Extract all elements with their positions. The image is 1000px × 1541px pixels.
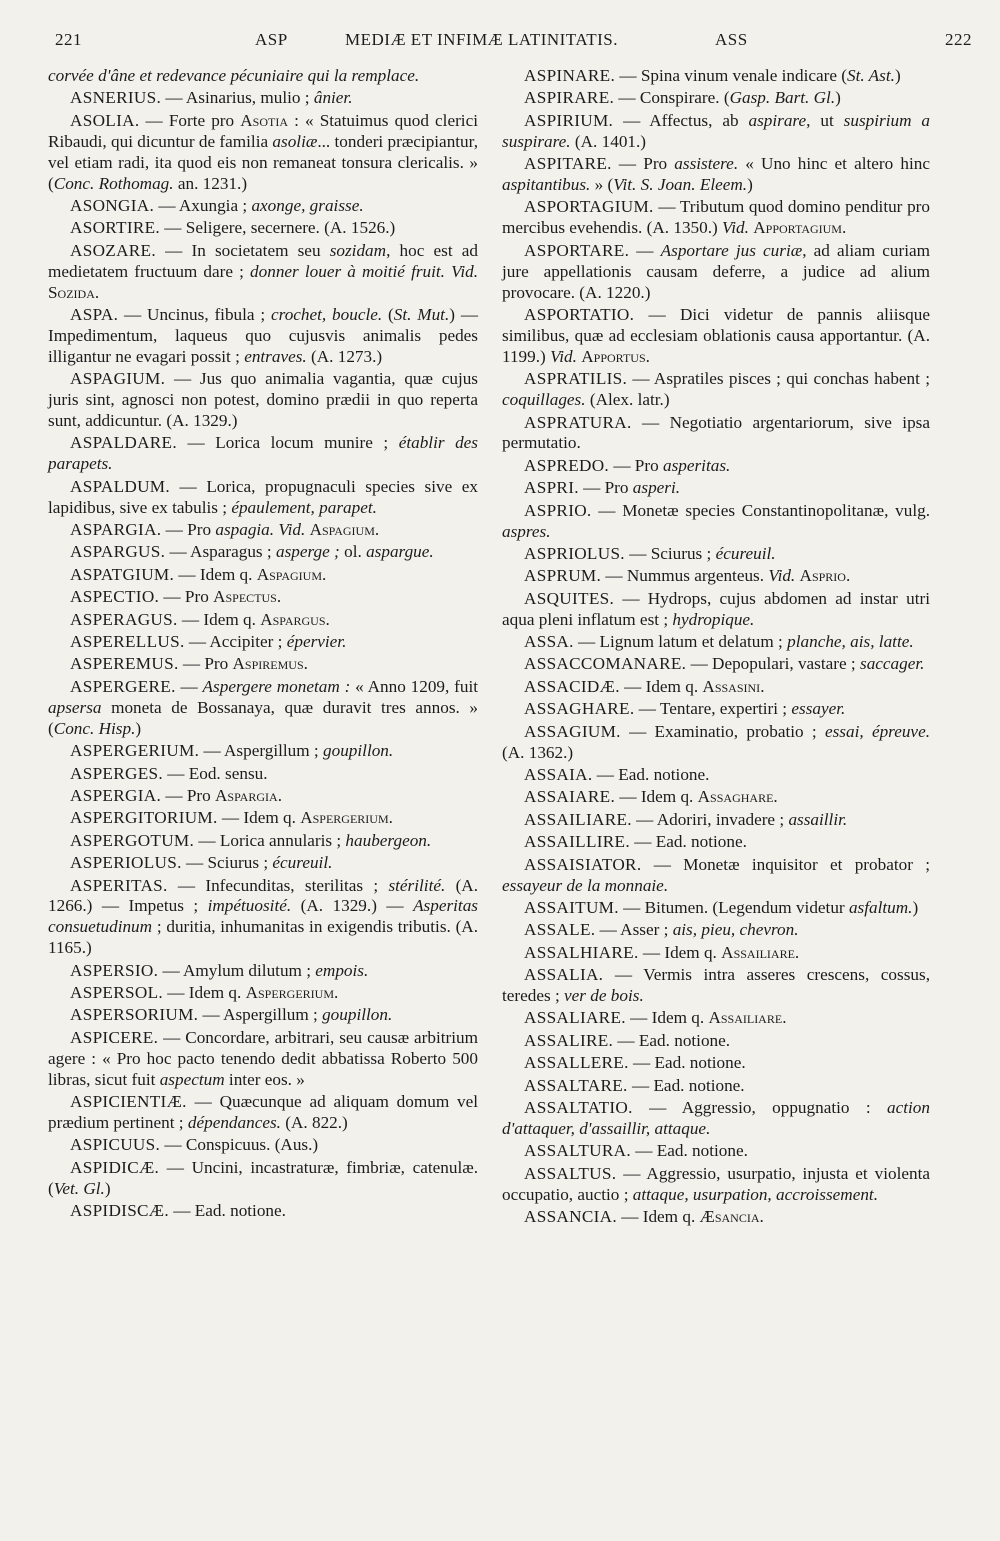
entry-definition: — Pro Aspectus. bbox=[159, 587, 282, 607]
dictionary-entry bbox=[48, 876, 478, 960]
entry-definition: — Accipiter ; épervier. bbox=[184, 632, 347, 652]
dictionary-entry bbox=[502, 1207, 930, 1228]
dictionary-entry bbox=[48, 983, 478, 1004]
entry-headword: ASPERGERE. bbox=[70, 676, 176, 696]
entry-headword: ASSAIARE. bbox=[524, 787, 616, 807]
dictionary-entry bbox=[502, 765, 930, 786]
entry-headword: ASSALIA. bbox=[524, 965, 604, 985]
entry-headword: ASPA. bbox=[70, 304, 119, 324]
entry-definition: — Tentare, expertiri ; essayer. bbox=[634, 699, 846, 719]
dictionary-entry bbox=[48, 305, 478, 368]
header-guide-word-left: ASP bbox=[255, 30, 288, 49]
entry-headword: ASPERELLUS. bbox=[70, 632, 185, 652]
entry-headword: ASONGIA. bbox=[70, 195, 155, 215]
dictionary-entry bbox=[48, 88, 478, 109]
dictionary-entry bbox=[48, 1028, 478, 1091]
dictionary-entry bbox=[502, 478, 930, 499]
entry-headword: ASPERAGUS. bbox=[70, 609, 178, 629]
entry-definition: — Adoriri, invadere ; assaillir. bbox=[631, 809, 848, 829]
entry-headword: ASPICERE. bbox=[70, 1027, 159, 1047]
entry-definition: — Uncini, incastraturæ, fimbriæ, catenulæ. (Vet. Gl.) bbox=[48, 1157, 478, 1198]
dictionary-entry bbox=[502, 566, 930, 587]
entry-headword: ASOZARE. bbox=[70, 240, 156, 260]
dictionary-entry bbox=[48, 764, 478, 785]
entry-definition: — Aggressio, oppugnatio : action d'attaquer, d'assaillir, attaque. bbox=[502, 1098, 930, 1138]
entry-headword: ASPALDARE. bbox=[70, 433, 177, 453]
dictionary-entry bbox=[48, 1092, 478, 1134]
entry-definition: — Pro assistere. « Uno hinc et altero hinc aspitantibus. » (Vit. S. Joan. Eleem.) bbox=[502, 154, 930, 195]
entry-headword: ASORTIRE. bbox=[70, 218, 160, 238]
dictionary-entry bbox=[502, 1053, 930, 1074]
entry-definition: — Asportare jus curiæ, ad aliam curiam jure appellationis causam deferre, a judice ad alium provocare. (A. 1220.) bbox=[502, 240, 930, 302]
entry-definition: — Eod. sensu. bbox=[162, 763, 268, 783]
left-column bbox=[48, 66, 478, 1224]
dictionary-entry bbox=[502, 898, 930, 919]
entry-headword: ASPICIENTIÆ. bbox=[70, 1092, 187, 1112]
dictionary-entry bbox=[48, 433, 478, 475]
entry-definition: — Ead. notione. bbox=[627, 1075, 745, 1095]
entry-definition: — Vermis intra asseres crescens, cossus, teredes ; ver de bois. bbox=[502, 965, 930, 1006]
entry-headword: ASPIDICÆ. bbox=[70, 1157, 160, 1177]
entry-headword: ASPORTARE. bbox=[524, 240, 630, 260]
entry-definition: — Ead. notione. bbox=[169, 1201, 286, 1221]
entry-headword: ASPERSORIUM. bbox=[70, 1005, 199, 1025]
entry-definition: — Idem q. Aspargus. bbox=[177, 609, 330, 629]
dictionary-entry bbox=[48, 218, 478, 239]
entry-definition: — Pro asperitas. bbox=[609, 455, 731, 475]
entry-definition: — Pro asperi. bbox=[578, 478, 681, 498]
entry-definition: — Idem q. Assailiare. bbox=[638, 942, 800, 962]
entry-definition: — Aspratiles pisces ; qui conchas habent ; coquillages. (Alex. latr.) bbox=[502, 369, 930, 410]
entry-definition: — Jus quo animalia vagantia, quæ cujus juris sint, agnosci non potest, domino prædii in quo reperta sunt, addicuntur. (A. 1329.) bbox=[48, 369, 478, 430]
entry-headword: ASSAITUM. bbox=[524, 897, 619, 917]
dictionary-entry bbox=[502, 855, 930, 897]
entry-headword: ASSALE. bbox=[524, 920, 596, 940]
entry-headword: ASPRIOLUS. bbox=[524, 543, 625, 563]
entry-headword: ASPERITAS. bbox=[70, 875, 168, 895]
dictionary-entry bbox=[502, 111, 930, 153]
entry-headword: ASPITARE. bbox=[524, 154, 612, 174]
dictionary-entry bbox=[48, 786, 478, 807]
dictionary-entry bbox=[48, 369, 478, 432]
entry-definition: — Pro Aspargia. bbox=[161, 785, 282, 805]
dictionary-entry bbox=[502, 810, 930, 831]
entry-definition: — Dici videtur de pannis aliisque similibus, quæ ad ecclesiam oblationis causa apportantur. (A. 1199.) Vid. Apportus. bbox=[502, 304, 930, 366]
entry-headword: ASSAIA. bbox=[524, 765, 593, 784]
entry-definition: — Ead. notione. bbox=[628, 1053, 746, 1073]
entry-definition: — Idem q. Æsancia. bbox=[616, 1207, 764, 1227]
entry-definition: — Quæcunque ad aliquam domum vel prædium pertinent ; dépendances. (A. 822.) bbox=[48, 1092, 478, 1132]
dictionary-entry bbox=[502, 197, 930, 239]
entry-headword: ASPRUM. bbox=[524, 566, 602, 586]
dictionary-entry bbox=[502, 501, 930, 543]
entry-headword: ASSALTURA. bbox=[524, 1141, 631, 1161]
entry-definition: — Axungia ; axonge, graisse. bbox=[154, 195, 364, 215]
entry-headword: ASPEREMUS. bbox=[70, 654, 179, 674]
entry-definition: — Monetæ species Constantinopolitanæ, vulg. aspres. bbox=[502, 500, 930, 541]
entry-headword: ASPRIO. bbox=[524, 500, 592, 520]
entry-definition: — Ead. notione. bbox=[613, 1030, 731, 1050]
entry-definition: — In societatem seu sozidam, hoc est ad medietatem fructuum dare ; donner louer à moitié fruit. Vid. Sozida. bbox=[48, 240, 478, 302]
entry-headword: ASPECTIO. bbox=[70, 587, 160, 607]
entry-definition: — Ead. notione. bbox=[592, 765, 710, 784]
entry-definition: — Pro Aspiremus. bbox=[178, 654, 308, 674]
entry-definition: — Idem q. Assasini. bbox=[619, 676, 765, 696]
entry-definition: — Forte pro Asotia : « Statuimus quod clerici Ribaudi, qui dicuntur de familia asoliæ... tonderi præcipiantur, vel etiam radi, ita quod eis non remaneat tonsura clericalis. » (Conc. Rothomag. an. 1231.) bbox=[48, 110, 478, 193]
dictionary-entry bbox=[48, 111, 478, 195]
entry-headword: ASPRI. bbox=[524, 478, 579, 498]
dictionary-entry bbox=[48, 1135, 478, 1156]
entry-definition: — Aspergillum ; goupillon. bbox=[198, 1005, 393, 1025]
dictionary-entry bbox=[502, 832, 930, 853]
dictionary-entry bbox=[502, 66, 930, 87]
entry-definition: — Concordare, arbitrari, seu causæ arbitrium agere : « Pro hoc pacto tenendo dedit abbatissa Roberto 500 libras, sicut fuit aspectum inter eos. » bbox=[48, 1027, 478, 1089]
entry-headword: ASPRATURA. bbox=[524, 412, 632, 432]
entry-headword: ASPERSOL. bbox=[70, 983, 163, 1003]
entry-definition: — Lorica, propugnaculi species sive ex lapidibus, sive ex tabulis ; épaulement, parapet. bbox=[48, 476, 478, 517]
entry-headword: ASPIRIUM. bbox=[524, 110, 614, 130]
dictionary-entry bbox=[502, 88, 930, 109]
dictionary-entry bbox=[502, 965, 930, 1007]
entry-headword: ASSALIRE. bbox=[524, 1030, 614, 1050]
entry-headword: ASPINARE. bbox=[524, 66, 616, 85]
header-title: MEDIÆ ET INFIMÆ LATINITATIS. bbox=[345, 30, 618, 49]
dictionary-entry bbox=[48, 961, 478, 982]
entry-headword: ASPERGERIUM. bbox=[70, 741, 200, 761]
entry-headword: ASSACIDÆ. bbox=[524, 676, 620, 696]
entry-headword: ASSACCOMANARE. bbox=[524, 654, 687, 674]
dictionary-entry bbox=[502, 305, 930, 368]
entry-definition: — Asinarius, mulio ; ânier. bbox=[161, 88, 353, 108]
dictionary-entry bbox=[48, 587, 478, 608]
entry-headword: ASSALTUS. bbox=[524, 1163, 617, 1183]
dictionary-entry bbox=[502, 413, 930, 455]
dictionary-entry bbox=[502, 943, 930, 964]
entry-headword: ASSALTARE. bbox=[524, 1075, 628, 1095]
entry-definition: — Sciurus ; écureuil. bbox=[181, 853, 333, 873]
entry-headword: ASPARGUS. bbox=[70, 542, 166, 562]
dictionary-entry bbox=[502, 544, 930, 565]
dictionary-entry bbox=[48, 853, 478, 874]
dictionary-entry bbox=[48, 196, 478, 217]
dictionary-entry bbox=[502, 154, 930, 196]
entry-definition: — Seligere, secernere. (A. 1526.) bbox=[160, 218, 396, 238]
entry-definition: — Ead. notione. bbox=[630, 1141, 748, 1161]
dictionary-entry bbox=[48, 66, 478, 87]
entry-definition: — Uncinus, fibula ; crochet, boucle. (St. Mut.) — Impedimentum, laqueus quo cujusvis animalis pedes illigantur ne evagari possit ; entraves. (A. 1273.) bbox=[48, 304, 479, 366]
entry-definition: corvée d'âne et redevance pécuniaire qui la remplace. bbox=[48, 66, 420, 85]
dictionary-entry bbox=[502, 1098, 930, 1140]
dictionary-entry bbox=[48, 808, 478, 829]
entry-definition: — Conspirare. (Gasp. Bart. Gl.) bbox=[614, 88, 841, 108]
dictionary-entry bbox=[502, 722, 930, 764]
dictionary-entry bbox=[502, 1031, 930, 1052]
entry-definition: — Idem q. Assaghare. bbox=[615, 787, 778, 807]
entry-definition: — Conspicuus. (Aus.) bbox=[160, 1135, 319, 1155]
entry-definition: — Bitumen. (Legendum videtur asfaltum.) bbox=[618, 897, 919, 917]
dictionary-entry bbox=[48, 610, 478, 631]
dictionary-entry bbox=[48, 565, 478, 586]
dictionary-entry bbox=[502, 632, 930, 653]
dictionary-entry bbox=[48, 241, 478, 304]
entry-definition: — Idem q. Assailiare. bbox=[625, 1008, 787, 1028]
dictionary-entry bbox=[502, 241, 930, 304]
entry-headword: ASSAGIUM. bbox=[524, 721, 621, 741]
entry-definition: — Idem q. Aspagium. bbox=[174, 564, 327, 584]
dictionary-entry bbox=[48, 1005, 478, 1026]
right-column bbox=[502, 66, 930, 1230]
entry-headword: ASSAGHARE. bbox=[524, 699, 635, 719]
dictionary-entry bbox=[502, 1076, 930, 1097]
entry-definition: — Asparagus ; asperge ; ol. aspargue. bbox=[165, 542, 434, 562]
entry-headword: ASPORTAGIUM. bbox=[524, 197, 654, 217]
entry-definition: — Negotiatio argentariorum, sive ipsa permutatio. bbox=[502, 412, 930, 453]
entry-headword: ASPAGIUM. bbox=[70, 369, 166, 389]
entry-definition: — Lignum latum et delatum ; planche, ais, latte. bbox=[573, 632, 914, 652]
entry-headword: ASSANCIA. bbox=[524, 1207, 617, 1227]
entry-headword: ASPERGOTUM. bbox=[70, 830, 195, 850]
dictionary-entry bbox=[48, 654, 478, 675]
entry-headword: ASPERGITORIUM. bbox=[70, 808, 218, 828]
entry-definition: — Hydrops, cujus abdomen ad instar utri aqua pleni inflatum est ; hydropique. bbox=[502, 588, 930, 629]
entry-headword: ASSALTATIO. bbox=[524, 1098, 633, 1118]
page-number-right: 222 bbox=[945, 30, 972, 49]
entry-headword: ASPARGIA. bbox=[70, 520, 162, 540]
header-guide-word-right: ASS bbox=[715, 30, 748, 49]
dictionary-entry bbox=[502, 1008, 930, 1029]
dictionary-entry bbox=[502, 920, 930, 941]
entry-definition: — Spina vinum venale indicare (St. Ast.) bbox=[615, 66, 901, 85]
entry-definition: — Monetæ inquisitor et probator ; essayeur de la monnaie. bbox=[502, 854, 930, 895]
entry-definition: — Sciurus ; écureuil. bbox=[624, 543, 776, 563]
dictionary-entry bbox=[48, 1201, 478, 1222]
entry-definition: — Ead. notione. bbox=[629, 832, 747, 852]
entry-definition: — Infecunditas, sterilitas ; stérilité. (A. 1266.) — Impetus ; impétuosité. (A. 1329.) — Asperitas consuetudinum ; duritia, inhumanitas in exigendis tributis. (A. 1165.) bbox=[48, 875, 478, 958]
page-number-left: 221 bbox=[55, 30, 82, 49]
dictionary-entry bbox=[48, 831, 478, 852]
dictionary-entry bbox=[48, 677, 478, 740]
entry-definition: — Nummus argenteus. Vid. Asprio. bbox=[601, 566, 851, 586]
entry-definition: — Lorica annularis ; haubergeon. bbox=[194, 830, 432, 850]
dictionary-entry bbox=[502, 456, 930, 477]
entry-headword: ASSALIARE. bbox=[524, 1008, 626, 1028]
dictionary-entry bbox=[48, 1158, 478, 1200]
dictionary-entry bbox=[502, 589, 930, 631]
entry-headword: ASNERIUS. bbox=[70, 88, 162, 108]
dictionary-entry bbox=[502, 1164, 930, 1206]
entry-headword: ASSAILLIRE. bbox=[524, 832, 630, 852]
entry-definition: — Idem q. Aspergerium. bbox=[217, 808, 393, 828]
entry-headword: ASSALLERE. bbox=[524, 1053, 629, 1073]
entry-headword: ASPIRARE. bbox=[524, 88, 615, 108]
entry-headword: ASOLIA. bbox=[70, 110, 140, 130]
dictionary-entry bbox=[502, 699, 930, 720]
running-header bbox=[55, 30, 972, 60]
entry-headword: ASPATGIUM. bbox=[70, 564, 175, 584]
entry-headword: ASPERGIA. bbox=[70, 785, 162, 805]
dictionary-entry bbox=[502, 654, 930, 675]
entry-headword: ASSA. bbox=[524, 632, 574, 652]
entry-headword: ASPORTATIO. bbox=[524, 304, 635, 324]
entry-definition: — Affectus, ab aspirare, ut suspirium a suspirare. (A. 1401.) bbox=[502, 110, 931, 151]
dictionary-entry bbox=[502, 369, 930, 411]
entry-headword: ASPREDO. bbox=[524, 455, 610, 475]
entry-headword: ASPALDUM. bbox=[70, 476, 170, 496]
entry-headword: ASSALHIARE. bbox=[524, 942, 639, 962]
entry-definition: — Pro aspagia. Vid. Aspagium. bbox=[161, 520, 380, 540]
entry-definition: — Aspergillum ; goupillon. bbox=[199, 741, 394, 761]
entry-definition: — Idem q. Aspergerium. bbox=[162, 983, 339, 1003]
dictionary-entry bbox=[48, 632, 478, 653]
dictionary-entry bbox=[48, 477, 478, 519]
entry-definition: — Tributum quod domino penditur pro mercibus evehendis. (A. 1350.) Vid. Apportagium. bbox=[502, 197, 930, 238]
entry-definition: — Depopulari, vastare ; saccager. bbox=[686, 654, 925, 674]
entry-headword: ASPERGES. bbox=[70, 763, 163, 783]
entry-headword: ASPERIOLUS. bbox=[70, 853, 182, 873]
entry-headword: ASQUITES. bbox=[524, 588, 615, 608]
dictionary-entry bbox=[48, 741, 478, 762]
entry-definition: — Lorica locum munire ; établir des parapets. bbox=[48, 433, 478, 474]
entry-headword: ASPERSIO. bbox=[70, 960, 159, 980]
entry-headword: ASSAISIATOR. bbox=[524, 854, 642, 874]
dictionary-entry bbox=[48, 542, 478, 563]
entry-definition: — Examinatio, probatio ; essai, épreuve. (A. 1362.) bbox=[502, 721, 930, 762]
entry-headword: ASPRATILIS. bbox=[524, 369, 628, 389]
entry-definition: — Aggressio, usurpatio, injusta et violenta occupatio, auctio ; attaque, usurpation, accroissement. bbox=[502, 1163, 930, 1204]
entry-headword: ASPICUUS. bbox=[70, 1135, 161, 1155]
dictionary-entry bbox=[502, 787, 930, 808]
dictionary-entry bbox=[48, 520, 478, 541]
dictionary-entry bbox=[502, 677, 930, 698]
entry-definition: — Amylum dilutum ; empois. bbox=[158, 960, 369, 980]
entry-definition: — Aspergere monetam : « Anno 1209, fuit apsersa moneta de Bossanaya, quæ duravit tres annos. » (Conc. Hisp.) bbox=[48, 676, 478, 738]
entry-headword: ASPIDISCÆ. bbox=[70, 1201, 169, 1221]
entry-definition: — Asser ; ais, pieu, chevron. bbox=[595, 920, 799, 940]
entry-headword: ASSAILIARE. bbox=[524, 809, 632, 829]
dictionary-entry bbox=[502, 1141, 930, 1162]
